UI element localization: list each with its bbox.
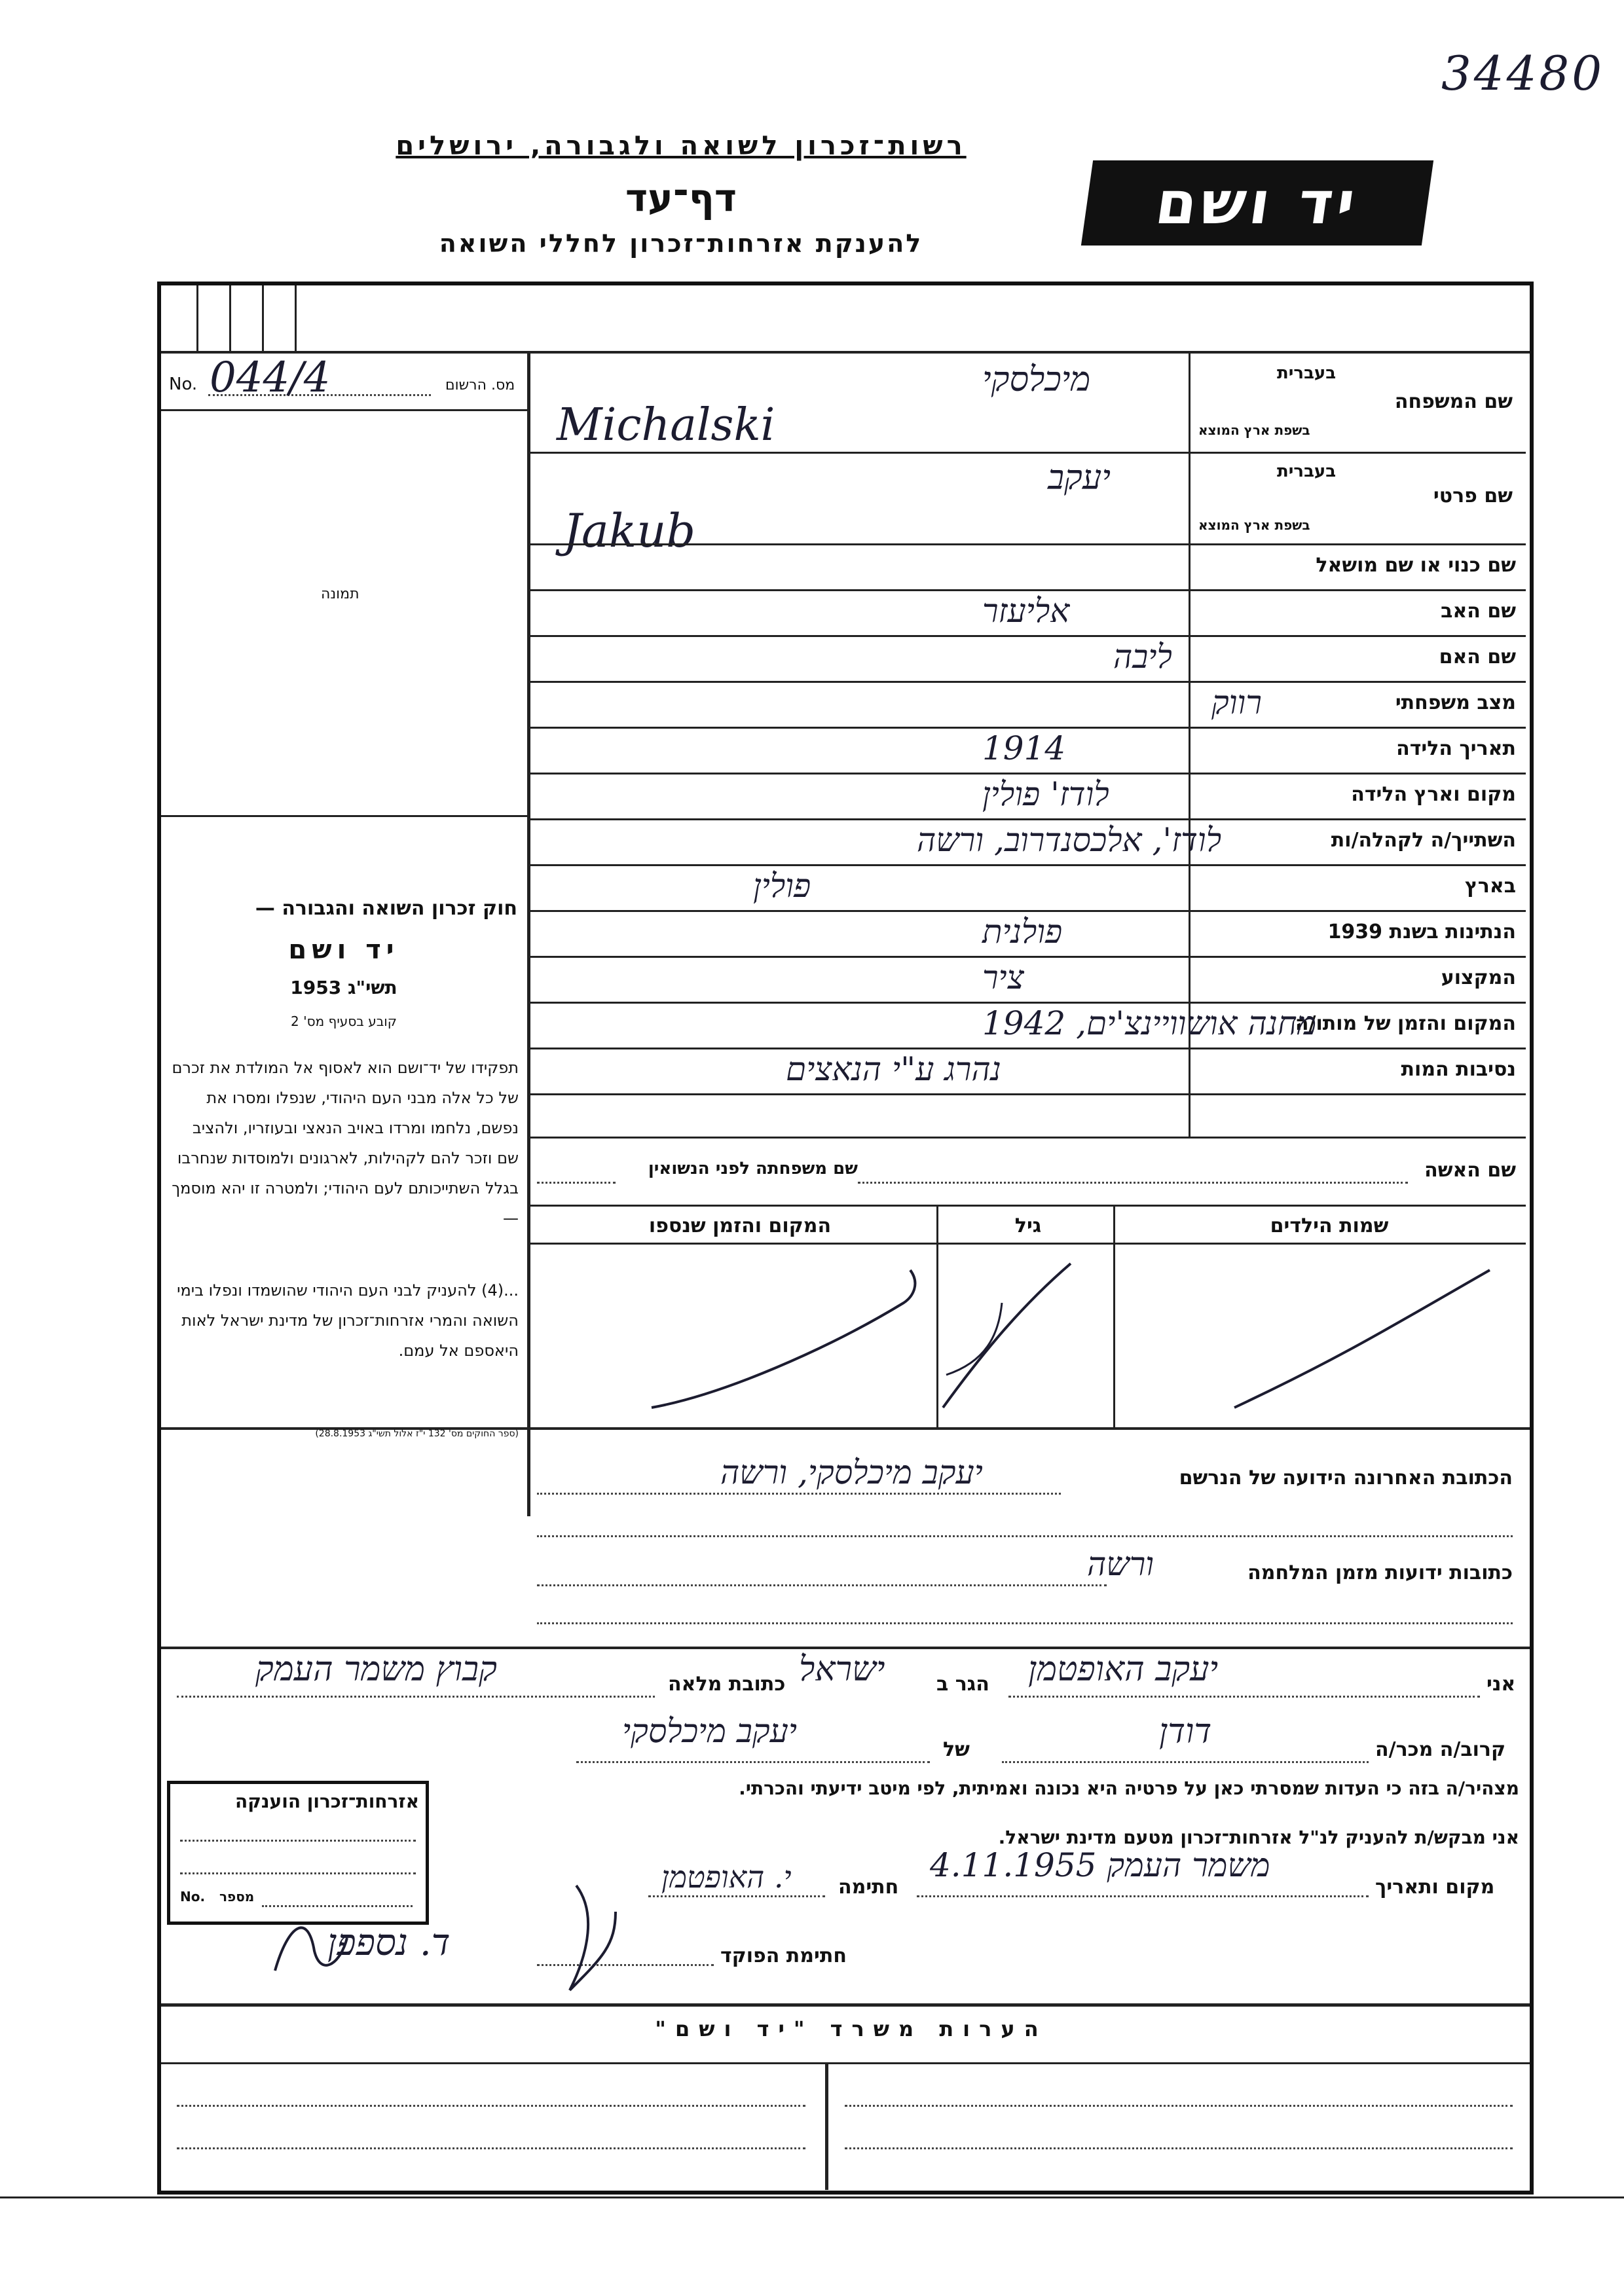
field-label-13: נסיבות המות bbox=[1401, 1058, 1516, 1081]
field-value-6[interactable]: 1914 bbox=[982, 729, 1066, 767]
family-name-sub1: בעברית bbox=[1277, 363, 1337, 383]
field-value-4[interactable]: ליבה bbox=[1113, 638, 1172, 676]
declarant-country[interactable]: ישראל bbox=[799, 1650, 885, 1689]
registration-label-en: No. bbox=[169, 374, 198, 394]
yad-vashem-logo bbox=[1081, 160, 1433, 246]
field-label-12: המקום והזמן של מותו/ה bbox=[1295, 1012, 1516, 1035]
officer-label: חתימת הפוקד bbox=[720, 1944, 847, 1967]
registration-label: מס. הרשום bbox=[445, 377, 515, 393]
declarant-name[interactable]: יעקב האופטמן bbox=[1028, 1650, 1219, 1689]
field-row-line bbox=[527, 589, 1526, 591]
field-label-10: הנתינות בשנת 1939 bbox=[1327, 920, 1516, 943]
form-title: דף־עד bbox=[625, 175, 737, 220]
field-row-line bbox=[527, 773, 1526, 774]
children-age-header: גיל bbox=[1014, 1214, 1042, 1237]
statement-2: אני מבקש/ת להעניק לנ"ל אזרחות־זכרון מטעם מדינת ישראל. bbox=[998, 1827, 1519, 1848]
field-row-line bbox=[527, 1048, 1526, 1049]
certificate-title: אזרחות־זכרון הוענקה bbox=[235, 1791, 419, 1812]
field-row-line bbox=[527, 818, 1526, 820]
place-date-value[interactable]: משמר העמק 4.11.1955 bbox=[930, 1846, 1270, 1884]
law-name: יד ושם bbox=[288, 935, 399, 965]
family-name-latin[interactable]: Michalski bbox=[557, 399, 775, 451]
office-notes-label: הערות משרד "יד ושם" bbox=[655, 2016, 1048, 2041]
field-label-3: שם האב bbox=[1441, 600, 1516, 623]
family-name-label: שם המשפחה bbox=[1394, 390, 1513, 413]
field-row-line bbox=[527, 1002, 1526, 1004]
first-name-latin[interactable]: Jakub bbox=[563, 504, 696, 558]
wife-maiden-label: שם משפחתה לפני הנשואין bbox=[648, 1159, 858, 1178]
resident-label: הגר ב bbox=[936, 1673, 989, 1696]
family-name-hebrew[interactable]: מיכלסקי bbox=[982, 360, 1091, 399]
family-name-sub2: בשפת ארץ המוצא bbox=[1198, 422, 1310, 438]
full-address-label: כתובת מלאה bbox=[668, 1673, 786, 1696]
field-row-line bbox=[527, 910, 1526, 912]
field-row-line bbox=[527, 727, 1526, 729]
field-label-11: המקצוע bbox=[1441, 966, 1516, 989]
law-section: קובע בסעיף מס' 2 bbox=[291, 1013, 397, 1029]
certificate-number-label-en: No. bbox=[180, 1889, 206, 1904]
signature-label: חתימה bbox=[838, 1876, 899, 1899]
relative-label: קרוב/ה מכר/ה bbox=[1375, 1738, 1506, 1761]
photo-label: תמונה bbox=[321, 586, 360, 602]
children-strikeouts bbox=[527, 1244, 1526, 1421]
first-name-sub1: בעברית bbox=[1277, 462, 1337, 481]
authority-title: רשות־זכרון לשואה ולגבורה, ירושלים bbox=[396, 131, 967, 161]
field-value-11[interactable]: ציר bbox=[982, 958, 1024, 996]
field-value-12[interactable]: מחנה אושוויינצ'ים, 1942 bbox=[982, 1004, 1317, 1042]
children-names-header: שמות הילדים bbox=[1270, 1214, 1389, 1237]
of-label: של bbox=[943, 1738, 970, 1761]
field-label-2: שם כנוי או שם מושאל bbox=[1316, 554, 1516, 577]
children-place-header: המקום והזמן שנספו bbox=[648, 1214, 832, 1237]
logo-text: יד ושם bbox=[1151, 168, 1363, 238]
wartime-address-value[interactable]: ורשה bbox=[1087, 1545, 1154, 1583]
archive-number: 34480 bbox=[1441, 46, 1604, 101]
field-label-9: בארץ bbox=[1464, 875, 1516, 898]
certificate-number-label: מספר bbox=[219, 1889, 255, 1904]
field-value-10[interactable]: פולנית bbox=[982, 913, 1063, 951]
law-text-1: תפקידו של יד־ושם הוא לאסוף אל המולדת את זכרם של כל אלה מבני העם היהודי, שנפלו ומסרו את נפשם, נלחמו ומרדו באויב הנאצי ובעוזריו, ולהציב שם וזכר להם לקהילות, לארגונים ולמוסדות שנחרבו בגלל השתייכותם לעם היהודי; ולמטרה זו יהא מוסמך — bbox=[172, 1059, 519, 1228]
field-label-6: תאריך הלידה bbox=[1396, 737, 1516, 760]
last-address-value[interactable]: יעקב מיכלסקי, ורשה bbox=[720, 1453, 983, 1491]
field-value-3[interactable]: אליעזר bbox=[982, 592, 1070, 630]
field-value-9[interactable]: פולין bbox=[753, 867, 811, 905]
field-value-13[interactable]: נהרג ע"י הנאצים bbox=[786, 1050, 1001, 1088]
field-value-5[interactable]: רווק bbox=[1211, 683, 1262, 721]
statement-1: מצהיר/ה בזה כי העדות שמסרתי כאן על פרטיה היא נכונה ואמיתית, לפי מיטב ידיעתי והכרתי. bbox=[739, 1777, 1519, 1799]
i-label: אני bbox=[1486, 1673, 1516, 1696]
officer-signature[interactable]: ד. נספפן bbox=[327, 1922, 451, 1964]
law-text-2: ...(4) להעניק לבני העם היהודי שהושמדו ונפלו בימי השואה והמרי אזרחות־זכרון של מדינת ישראל לאות היאספם אל עמם. bbox=[177, 1281, 519, 1360]
place-date-label: מקום ותאריך bbox=[1375, 1876, 1495, 1899]
field-value-7[interactable]: לודז' פולין bbox=[982, 775, 1109, 813]
wife-label: שם האשה bbox=[1424, 1159, 1516, 1182]
field-row-line bbox=[527, 1093, 1526, 1095]
field-label-5: מצב משפחתי bbox=[1395, 691, 1516, 714]
law-footnote: (ספר החוקים מס' 132 י"ז אלול תשי"ג 28.8.1953) bbox=[315, 1429, 519, 1439]
field-label-8: השתייך/ה לקהלה/ות bbox=[1331, 829, 1516, 852]
first-name-sub2: בשפת ארץ המוצא bbox=[1198, 517, 1310, 533]
first-name-hebrew[interactable]: יעקב bbox=[1048, 458, 1111, 498]
declarant-address[interactable]: קבוץ משמר העמק bbox=[255, 1650, 497, 1689]
form-subtitle: להענקת אזרחות־זכרון לחללי השואה bbox=[439, 229, 923, 258]
field-row-line bbox=[527, 864, 1526, 866]
law-year: תשי"ג 1953 bbox=[290, 977, 397, 998]
declarant-of-name[interactable]: יעקב מיכלסקי bbox=[622, 1712, 798, 1750]
field-row-line bbox=[527, 956, 1526, 958]
registration-number: 044/4 bbox=[210, 354, 331, 402]
declarant-relation[interactable]: דודן bbox=[1159, 1712, 1212, 1751]
field-row-line bbox=[527, 635, 1526, 637]
field-row-line bbox=[527, 681, 1526, 683]
declarant-signature[interactable]: י. האופטמן bbox=[661, 1859, 792, 1895]
wartime-address-label: כתובות ידועות מזמן המלחמה bbox=[1247, 1561, 1513, 1584]
law-title: חוק זכרון השואה והגבורה — bbox=[255, 897, 517, 920]
first-name-label: שם פרטי bbox=[1433, 484, 1513, 507]
field-label-4: שם האם bbox=[1439, 646, 1516, 668]
field-value-8[interactable]: לודז', אלכסנדרוב, ורשה bbox=[917, 821, 1222, 859]
field-label-7: מקום וארץ הלידה bbox=[1351, 783, 1516, 806]
last-address-label: הכתובת האחרונה הידועה של הנרשם bbox=[1179, 1467, 1513, 1489]
